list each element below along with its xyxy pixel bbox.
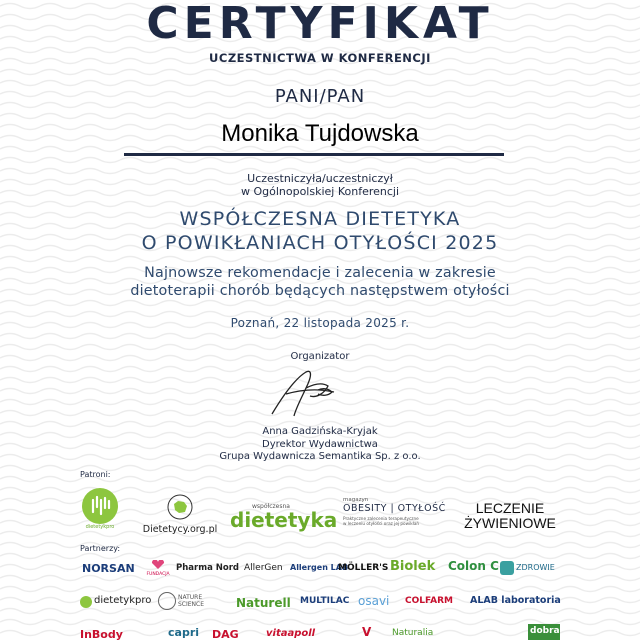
dietetycy-text: Dietetycy.org.pl: [142, 524, 218, 535]
partner-biolek: Biolek: [390, 559, 436, 574]
partner-zdrowie: [500, 561, 554, 579]
partner-alab: ALAB laboratoria: [470, 595, 561, 606]
signer-block: [0, 426, 640, 464]
dobra-text: dobra: [530, 626, 560, 636]
partner-dobra: [528, 624, 560, 640]
conference-description: [0, 264, 640, 300]
conference-title-line-1: WSPÓŁCZESNA DIETETYKA: [179, 208, 461, 230]
certificate-subtitle: UCZESTNICTWA W KONFERENCJI: [209, 51, 431, 65]
participation-line-2: w Ogólnopolskiej Konferencji: [240, 185, 400, 198]
zdrowie-text: ZDROWIE: [516, 563, 555, 572]
logo-dietetykpro: [80, 488, 120, 530]
logo-leczenie-zywieniowe: [456, 501, 564, 531]
conference-title-line-2: O POWIKŁANIACH OTYŁOŚCI 2025: [141, 232, 499, 254]
partner-allergen-lab: Allergen LAB: [290, 563, 349, 572]
nature-science-text: NATURE SCIENCE: [178, 594, 205, 608]
magazyn-text: magazyn: [343, 497, 369, 503]
obesity-desc-1: Praktyczne zalecenia terapeutyczne: [343, 516, 419, 521]
signer-organization: Grupa Wydawnicza Semantika Sp. z o.o.: [219, 451, 421, 462]
dietetykpro-small-icon: [80, 596, 92, 608]
conference-desc-line-2: dietoterapii chorób będących następstwem otyłości: [130, 283, 510, 299]
poland-map-icon: [167, 494, 193, 520]
fundacja-text: FUNDACJA: [146, 572, 170, 577]
wspolczesna-small-text: współczesna: [252, 503, 290, 510]
partner-naturell: Naturell: [236, 596, 291, 610]
signer-role: Dyrektor Wydawnictwa: [262, 438, 378, 450]
partner-v: V: [362, 625, 372, 639]
participation-text: [0, 172, 640, 198]
partner-multilac: MULTILAC: [300, 596, 350, 606]
partner-colon-c: Colon C: [448, 559, 499, 573]
certificate-title: CERTYFIKAT: [146, 0, 494, 49]
participant-name: Monika Tujdowska: [221, 120, 419, 147]
partner-norsan: NORSAN: [82, 562, 135, 575]
logo-dietetycy: [142, 494, 218, 535]
obesity-text: OBESITY | OTYŁOŚĆ: [343, 503, 446, 514]
partner-pharma-nord: Pharma Nord: [176, 563, 239, 573]
organizer-label: Organizator: [290, 351, 350, 362]
dietetykpro-icon: [82, 488, 118, 524]
zywieniowe-text: ŻYWIENIOWE: [464, 515, 556, 531]
leczenie-text: LECZENIE: [475, 500, 545, 516]
signature-image: [266, 364, 346, 422]
partner-fundacja: [146, 560, 170, 577]
conference-title: [0, 207, 640, 255]
place-and-date: Poznań, 22 listopada 2025 r.: [230, 316, 410, 330]
logo-wspolczesna-dietetyka: [230, 503, 338, 532]
name-underline: [124, 153, 504, 156]
partner-allergen: AllerGen: [244, 563, 283, 573]
dietetykpro-caption: dietetykpro: [85, 524, 115, 530]
dietetyka-text: dietetyka: [230, 508, 338, 532]
partner-inbody: InBody: [80, 628, 123, 641]
partner-vitaapoll: vitaapoll: [266, 628, 316, 639]
zdrowie-icon: [500, 561, 514, 575]
obesity-desc-2: w leczeniu otyłości oraz jej powikłań: [343, 521, 420, 526]
partner-colfarm: COLFARM: [405, 596, 453, 606]
partner-dag: DAG: [212, 628, 239, 641]
partner-capri: capri: [168, 626, 200, 639]
nature-science-icon: [158, 592, 176, 610]
dietetykpro-partner-text: dietetykpro: [94, 595, 152, 606]
partner-naturalia: Naturalia: [392, 628, 434, 638]
participation-line-1: Uczestniczyła/uczestniczył: [247, 172, 393, 185]
salutation: PANI/PAN: [274, 86, 366, 107]
signer-name: Anna Gadzińska-Kryjak: [262, 426, 378, 437]
heart-icon: [151, 560, 165, 570]
partners-label: Partnerzy:: [80, 544, 121, 553]
patrons-label: Patroni:: [80, 470, 111, 479]
partner-mollers: MÖLLER'S: [338, 563, 389, 573]
partner-osavi: osavi: [358, 594, 390, 608]
logo-obesity: [343, 497, 451, 526]
conference-desc-line-1: Najnowsze rekomendacje i zalecenia w zakresie: [144, 265, 496, 281]
